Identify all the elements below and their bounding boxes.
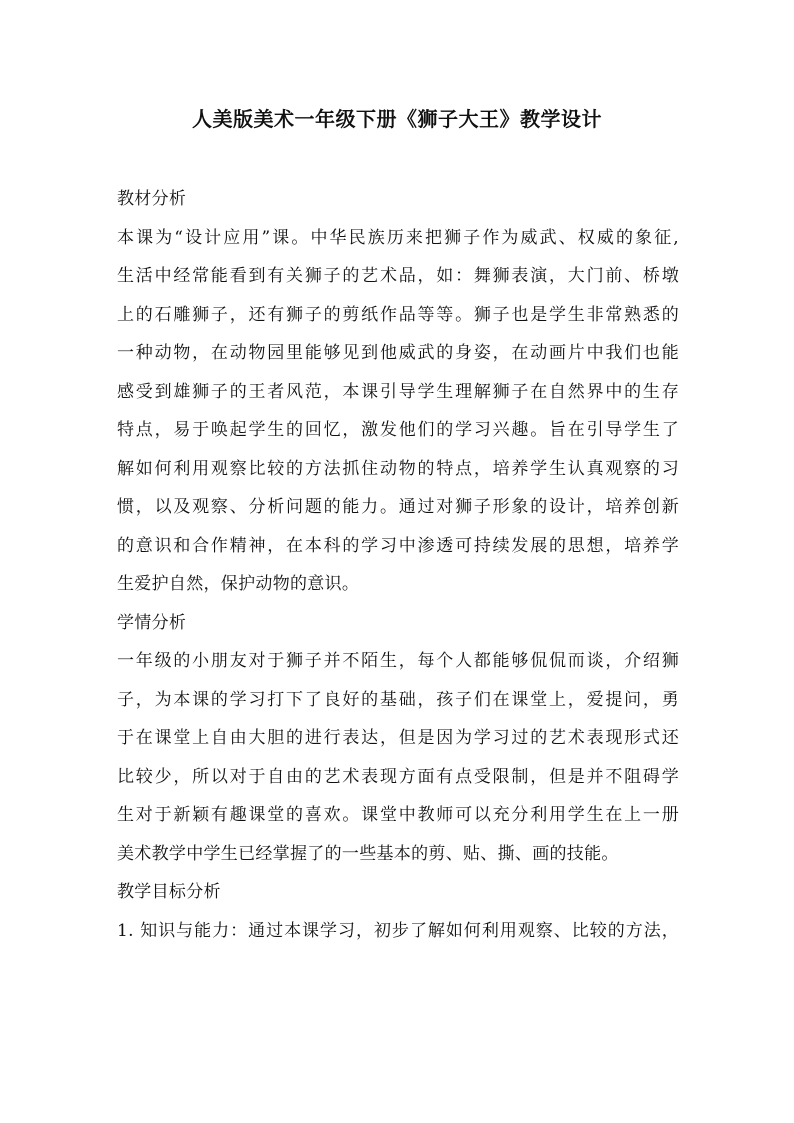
paragraph-line: 惯，以及观察、分析问题的能力。通过对狮子形象的设计，培养创新 xyxy=(117,497,679,517)
paragraph-line: 上的石雕狮子，还有狮子的剪纸作品等等。狮子也是学生非常熟悉的 xyxy=(117,304,679,325)
paragraph-line: 比较少，所以对于自由的艺术表现方面有点受限制，但是并不阻碍学 xyxy=(117,766,679,787)
paragraph-line: 特点，易于唤起学生的回忆，激发他们的学习兴趣。旨在引导学生了 xyxy=(117,420,679,440)
paragraph-line: 解如何利用观察比较的方法抓住动物的特点，培养学生认真观察的习 xyxy=(117,458,679,479)
section-heading: 教学目标分析 xyxy=(117,882,221,902)
section-heading: 教材分析 xyxy=(117,189,187,209)
document-title: 人美版美术一年级下册《狮子大王》教学设计 xyxy=(192,107,602,131)
section-heading: 学情分析 xyxy=(117,612,187,633)
paragraph-line: 1. 知识与能力：通过本课学习，初步了解如何利用观察、比较的方法， xyxy=(117,920,679,941)
paragraph-line: 生对于新颖有趣课堂的喜欢。课堂中教师可以充分利用学生在上一册 xyxy=(117,805,679,825)
paragraph-line: 生爱护自然，保护动物的意识。 xyxy=(117,574,360,594)
paragraph-line: 本课为“设计应用”课。中华民族历来把狮子作为威武、权威的象征, xyxy=(117,227,679,248)
paragraph-line: 的意识和合作精神，在本科的学习中渗透可持续发展的思想，培养学 xyxy=(117,535,679,556)
paragraph-line: 子，为本课的学习打下了良好的基础，孩子们在课堂上，爱提问，勇 xyxy=(117,689,679,710)
paragraph-line: 于在课堂上自由大胆的进行表达，但是因为学习过的艺术表现形式还 xyxy=(117,728,679,748)
paragraph-line: 感受到雄狮子的王者风范，本课引导学生理解狮子在自然界中的生存 xyxy=(117,381,679,402)
paragraph-line: 一种动物，在动物园里能够见到他威武的身姿，在动画片中我们也能 xyxy=(117,343,679,363)
paragraph-line: 一年级的小朋友对于狮子并不陌生，每个人都能够侃侃而谈，介绍狮 xyxy=(117,651,679,671)
paragraph-line: 美术教学中学生已经掌握了的一些基本的剪、贴、撕、画的技能。 xyxy=(117,843,619,864)
document-body xyxy=(117,180,679,950)
paragraph-line: 生活中经常能看到有关狮子的艺术品，如：舞狮表演，大门前、桥墩 xyxy=(117,266,679,286)
